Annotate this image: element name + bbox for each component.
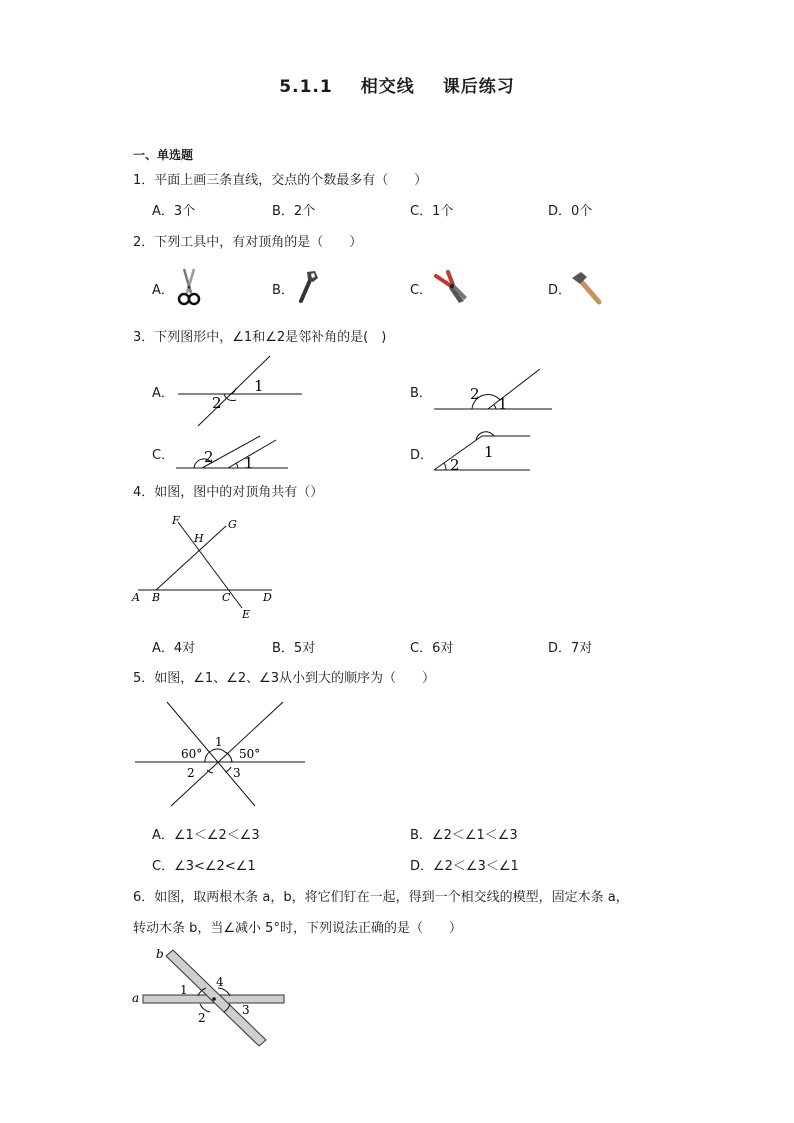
q3b-label-2: 2 — [470, 385, 480, 403]
q5-option-c: C．∠3<∠2<∠1 — [152, 859, 256, 874]
q6-label-2: 2 — [198, 1011, 206, 1025]
q3-figure-c — [172, 432, 292, 472]
question-3-stem: 3．下列图形中，∠1和∠2是邻补角的是( ) — [133, 330, 387, 345]
q5-label-2: 2 — [187, 766, 195, 780]
title-number: 5.1.1 — [279, 77, 333, 97]
q4-option-a: A．4对 — [152, 641, 196, 656]
q2-option-b: B． — [272, 283, 294, 298]
q3-option-d: D． — [410, 448, 434, 463]
q6-label-b: b — [156, 947, 164, 961]
question-6-stem-line2: 转动木条 b，当∠减小 5°时，下列说法正确的是（ ） — [133, 921, 462, 936]
page-title — [0, 72, 794, 97]
q3a-label-2: 2 — [212, 394, 222, 412]
pliers-icon — [434, 270, 470, 306]
q1-option-a: A．3个 — [152, 204, 196, 219]
q3-option-c: C． — [152, 448, 175, 463]
q4-point-c: C — [222, 591, 231, 604]
q5-option-d: D．∠2＜∠3＜∠1 — [410, 859, 519, 874]
q5-label-50: 50° — [239, 747, 261, 761]
q3a-label-1: 1 — [254, 377, 264, 395]
q5-option-b: B．∠2＜∠1＜∠3 — [410, 828, 518, 843]
q1-option-c: C．1个 — [410, 204, 454, 219]
q1-option-b: B．2个 — [272, 204, 316, 219]
title-topic: 相交线 — [360, 77, 415, 97]
q6-label-4: 4 — [216, 975, 224, 989]
section-heading: 一、单选题 — [133, 148, 194, 162]
wrench-icon — [296, 270, 320, 304]
q4-point-g: G — [228, 518, 237, 531]
q4-option-d: D．7对 — [548, 641, 593, 656]
q5-figure — [133, 698, 308, 810]
q5-option-a: A．∠1＜∠2＜∠3 — [152, 828, 260, 843]
q2-option-c: C． — [410, 283, 433, 298]
question-4-stem: 4．如图，图中的对顶角共有（） — [133, 485, 324, 500]
q4-option-b: B．5对 — [272, 641, 316, 656]
q6-figure — [130, 944, 290, 1048]
q3-figure-d — [430, 430, 540, 475]
q3-figure-a — [170, 350, 310, 430]
q6-label-a: a — [132, 991, 140, 1005]
q5-label-3: 3 — [233, 766, 241, 780]
q4-point-a: A — [132, 591, 140, 604]
q3c-label-2: 2 — [204, 448, 214, 466]
q6-label-3: 3 — [242, 1003, 250, 1017]
q4-figure — [130, 512, 280, 622]
question-2-stem: 2．下列工具中，有对顶角的是（ ） — [133, 235, 363, 250]
q5-label-60: 60° — [181, 747, 203, 761]
q3-figure-b — [430, 365, 560, 415]
q4-point-h: H — [194, 532, 204, 545]
q4-point-d: D — [263, 591, 272, 604]
title-subtitle: 课后练习 — [442, 77, 515, 97]
q1-option-d: D．0个 — [548, 204, 593, 219]
q6-label-1: 1 — [180, 983, 188, 997]
q4-point-b: B — [152, 591, 161, 604]
q2-option-a: A． — [152, 283, 174, 298]
q3b-label-1: 1 — [498, 395, 508, 413]
q3-option-a: A． — [152, 386, 174, 401]
question-5-stem: 5．如图，∠1、∠2、∠3从小到大的顺序为（ ） — [133, 671, 436, 686]
q5-label-1: 1 — [215, 735, 223, 749]
q3d-label-2: 2 — [450, 456, 460, 474]
question-6-stem-line1: 6．如图，取两根木条 a，b，将它们钉在一起，得到一个相交线的模型，固定木条 a， — [133, 890, 629, 905]
scissors-icon — [176, 267, 202, 307]
hammer-icon — [570, 272, 604, 306]
q2-option-d: D． — [548, 283, 572, 298]
q3-option-b: B． — [410, 386, 432, 401]
question-1-stem: 1．平面上画三条直线，交点的个数最多有（ ） — [133, 173, 428, 188]
q3d-label-1: 1 — [484, 443, 494, 461]
q4-point-f: F — [172, 514, 180, 527]
q4-point-e: E — [242, 608, 251, 621]
q3c-label-1: 1 — [244, 454, 254, 472]
q4-option-c: C．6对 — [410, 641, 454, 656]
